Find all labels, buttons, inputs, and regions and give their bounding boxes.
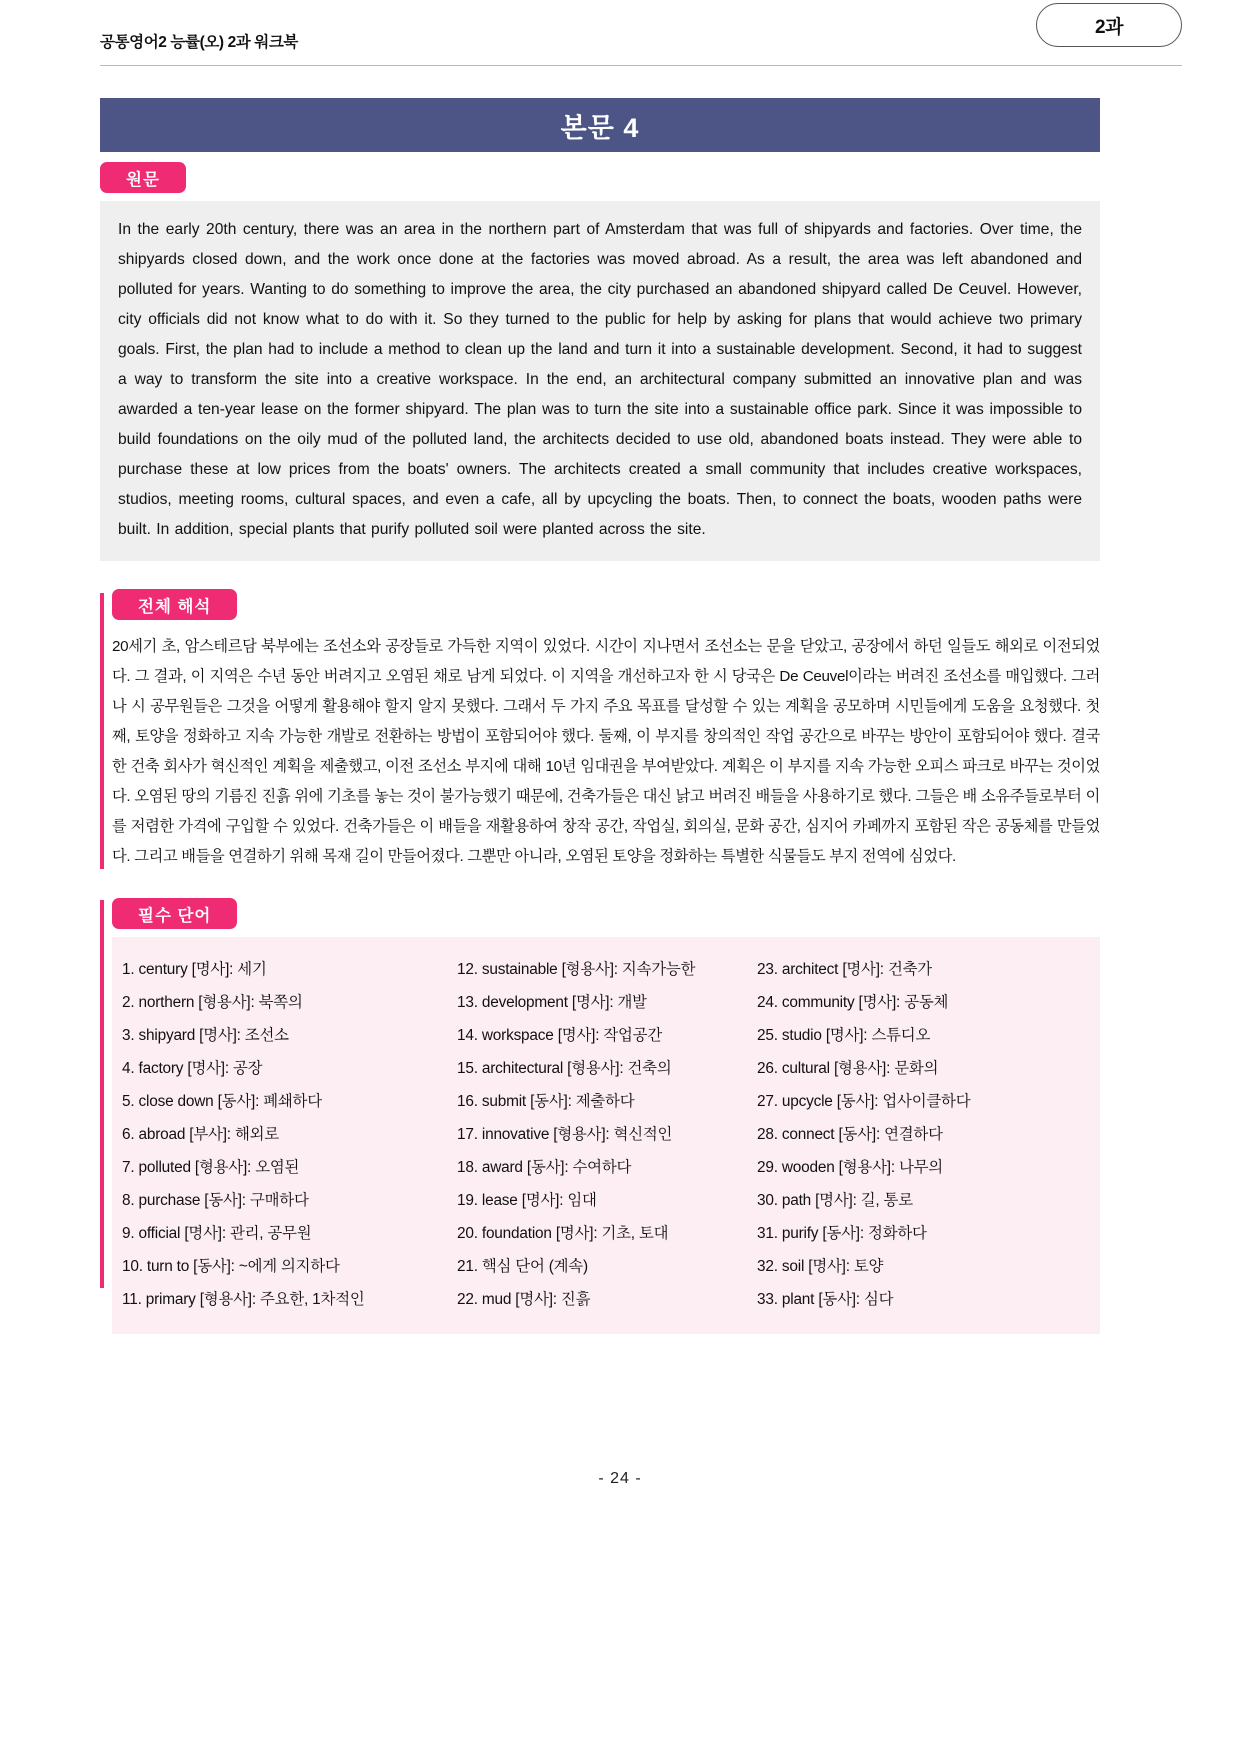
vocab-item: 27. upcycle [동사]: 업사이클하다 — [757, 1093, 971, 1110]
translation-badge-row — [112, 589, 1100, 620]
badge-translation: 전체 해석 — [112, 589, 237, 620]
header-title: 공통영어2 능률(오) 2과 워크북 — [100, 34, 298, 51]
vocab-item: 8. purchase [동사]: 구매하다 — [122, 1192, 309, 1209]
vocab-item: 6. abroad [부사]: 해외로 — [122, 1126, 279, 1143]
page-header — [100, 0, 1140, 66]
vocab-item: 5. close down [동사]: 폐쇄하다 — [122, 1093, 322, 1110]
vocab-item: 31. purify [동사]: 정화하다 — [757, 1225, 927, 1242]
header-divider — [100, 65, 1182, 66]
vocab-item: 17. innovative [형용사]: 혁신적인 — [457, 1126, 673, 1143]
passage-badge-row — [100, 162, 1100, 193]
vocab-item: 12. sustainable [형용사]: 지속가능한 — [457, 961, 696, 978]
vocab-item: 32. soil [명사]: 토양 — [757, 1258, 884, 1275]
vocabulary-grid — [112, 937, 1100, 1334]
vocab-item: 21. 핵심 단어 (계속) — [457, 1258, 588, 1275]
vocab-item: 20. foundation [명사]: 기초, 토대 — [457, 1225, 669, 1242]
passage-box — [100, 201, 1100, 561]
vocab-item: 2. northern [형용사]: 북쪽의 — [122, 994, 303, 1011]
translation-text: 20세기 초, 암스테르담 북부에는 조선소와 공장들로 가득한 지역이 있었다. 시간이 지나면서 조선소는 문을 닫았고, 공장에서 하던 일들도 해외로 이전되었다. 그 결과, 이 지역은 수년 동안 버려지고 오염된 채로 남게 되었다. 이 지역을 개선하고자 한 시 당국은 De Ceuvel이라는 버려진 조선소를 매입했다. 그러나 시 공무원들은 그것을 어떻게 활용해야 할지 알지 못했다. 그래서 두 가지 주요 목표를 달성할 수 있는 계획을 공모하며 시민들에게 도움을 요청했다. 첫째, 토양을 정화하고 지속 가능한 개발로 전환하는 방법이 포함되어야 했다. 둘째, 이 부지를 창의적인 작업 공간으로 바꾸는 방안이 포함되어야 했다. 결국 한 건축 회사가 혁신적인 계획을 제출했고, 이전 조선소 부지에 대해 10년 임대권을 부여받았다. 계획은 이 부지를 지속 가능한 오피스 파크로 바꾸는 것이었다. 오염된 땅의 기름진 진흙 위에 기초를 놓는 것이 불가능했기 때문에, 건축가들은 대신 낡고 버려진 배들을 사용하기로 했다. 그들은 배 소유주들로부터 이를 저렴한 가격에 구입할 수 있었다. 건축가들은 이 배들을 재활용하여 창작 공간, 작업실, 회의실, 문화 공간, 심지어 카페까지 포함된 작은 공동체를 만들었다. 그리고 배들을 연결하기 위해 목재 길이 만들어졌다. 그뿐만 아니라, 오염된 토양을 정화하는 특별한 식물들도 부지 전역에 심었다. — [112, 638, 1100, 865]
page-footer — [0, 1470, 1240, 1488]
vocab-item: 33. plant [동사]: 심다 — [757, 1291, 894, 1308]
vocab-item: 11. primary [형용사]: 주요한, 1차적인 — [122, 1291, 365, 1308]
vocabulary-accent-bar — [100, 900, 104, 1288]
vocab-item: 15. architectural [형용사]: 건축의 — [457, 1060, 672, 1077]
vocab-item: 4. factory [명사]: 공장 — [122, 1060, 263, 1077]
vocab-item: 23. architect [명사]: 건축가 — [757, 961, 932, 978]
page-number: - 24 - — [598, 1470, 642, 1487]
vocab-item: 30. path [명사]: 길, 통로 — [757, 1192, 913, 1209]
vocabulary-column-2 — [457, 953, 757, 1316]
lesson-badge: 2과 — [1036, 3, 1182, 47]
vocab-item: 16. submit [동사]: 제출하다 — [457, 1093, 635, 1110]
passage-text: In the early 20th century, there was an area in the northern part of Amsterdam that was full of shipyards and factories. Over time, the shipyards closed down, and the work once done at the factories was moved abroad. As a result, the area was left abandoned and polluted for years. Wanting to do something to improve the area, the city purchased an abandoned shipyard called De Ceuvel. However, city officials did not know what to do with it. So they turned to the public for help by asking for plans that would achieve two primary goals. First, the plan had to include a method to clean up the land and turn it into a sustainable development. Second, it had to suggest a way to transform the site into a creative workspace. In the end, an architectural company submitted an innovative plan and was awarded a ten-year lease on the former shipyard. The plan was to turn the site into a sustainable office park. Since it was impossible to build foundations on the oily mud of the polluted land, the architects decided to use old, abandoned boats instead. They were able to purchase these at low prices from the boats' owners. The architects created a small community that includes creative workspaces, studios, meeting rooms, cultural spaces, and even a cafe, all by upcycling the boats. Then, to connect the boats, wooden paths were built. In addition, special plants that purify polluted soil were planted across the site. — [118, 221, 1082, 538]
vocab-item: 13. development [명사]: 개발 — [457, 994, 647, 1011]
translation-accent-bar — [100, 593, 104, 869]
vocab-item: 22. mud [명사]: 진흙 — [457, 1291, 591, 1308]
section-title-text: 본문 4 — [560, 112, 640, 143]
vocab-item: 19. lease [명사]: 임대 — [457, 1192, 597, 1209]
vocab-item: 24. community [명사]: 공동체 — [757, 994, 949, 1011]
vocabulary-badge-row — [112, 898, 1100, 929]
page-content — [100, 98, 1100, 1334]
vocab-item: 25. studio [명사]: 스튜디오 — [757, 1027, 931, 1044]
translation-section — [100, 589, 1100, 872]
vocabulary-section — [100, 898, 1100, 1334]
vocab-item: 10. turn to [동사]: ~에게 의지하다 — [122, 1258, 340, 1275]
vocab-item: 1. century [명사]: 세기 — [122, 961, 267, 978]
vocab-item: 9. official [명사]: 관리, 공무원 — [122, 1225, 312, 1242]
vocab-item: 29. wooden [형용사]: 나무의 — [757, 1159, 943, 1176]
vocab-item: 3. shipyard [명사]: 조선소 — [122, 1027, 289, 1044]
vocabulary-column-3 — [757, 953, 1090, 1316]
badge-passage: 원문 — [100, 162, 186, 193]
vocab-item: 14. workspace [명사]: 작업공간 — [457, 1027, 663, 1044]
section-title-banner — [100, 98, 1100, 152]
vocab-item: 18. award [동사]: 수여하다 — [457, 1159, 632, 1176]
vocab-item: 7. polluted [형용사]: 오염된 — [122, 1159, 300, 1176]
vocab-item: 26. cultural [형용사]: 문화의 — [757, 1060, 939, 1077]
vocab-item: 28. connect [동사]: 연결하다 — [757, 1126, 943, 1143]
vocabulary-column-1 — [122, 953, 457, 1316]
badge-vocabulary: 필수 단어 — [112, 898, 237, 929]
